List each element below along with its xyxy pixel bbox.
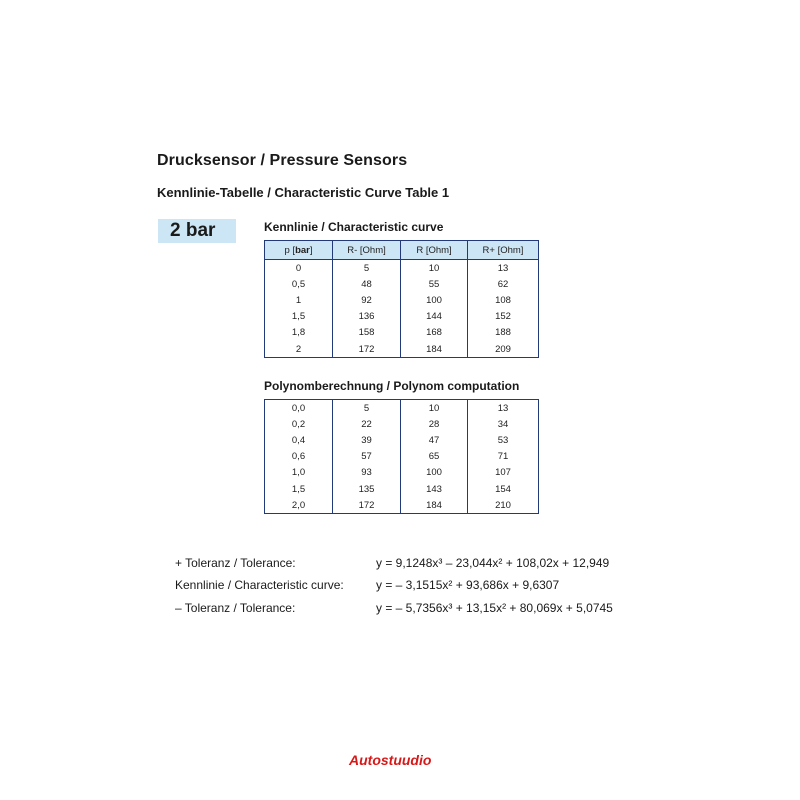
poly-table-caption: Polynomberechnung / Polynom computation (264, 379, 520, 393)
table-cell: 55 (401, 276, 468, 292)
table-cell: 135 (333, 481, 401, 497)
table-cell: 53 (468, 432, 539, 448)
table-cell: 154 (468, 481, 539, 497)
table-cell: 100 (401, 292, 468, 308)
brand-watermark: Autostuudio (349, 752, 432, 768)
table-cell: 209 (468, 341, 539, 358)
table-row (265, 432, 539, 448)
table-row (265, 260, 539, 277)
header-pressure-prefix: p [ (284, 244, 296, 256)
table-row (265, 400, 539, 417)
table-cell: 107 (468, 465, 539, 481)
characteristic-curve-table (264, 240, 539, 358)
table-cell: 158 (333, 325, 401, 341)
table-cell: 188 (468, 325, 539, 341)
table-cell: 62 (468, 276, 539, 292)
table-cell: 5 (333, 400, 401, 417)
table-row (265, 416, 539, 432)
table-cell: 143 (401, 481, 468, 497)
table-cell: 2 (265, 341, 333, 358)
table-row (265, 465, 539, 481)
table-cell: 48 (333, 276, 401, 292)
table-row (265, 341, 539, 358)
table-cell: 2,0 (265, 497, 333, 514)
curve-table-caption: Kennlinie / Characteristic curve (264, 220, 444, 234)
equation-formula-characteristic-curve: y = – 3,1515x² + 93,686x + 9,6307 (376, 578, 560, 592)
table-cell: 184 (401, 497, 468, 514)
table-cell: 10 (401, 260, 468, 277)
equation-formula-minus-tolerance: y = – 5,7356x³ + 13,15x² + 80,069x + 5,0745 (376, 601, 613, 615)
header-pressure-suffix: ] (309, 244, 313, 256)
table-cell: 92 (333, 292, 401, 308)
header-r: R [Ohm] (401, 241, 468, 260)
header-pressure-unit: bar (295, 244, 310, 256)
table-cell: 1,0 (265, 465, 333, 481)
equation-label-minus-tolerance: – Toleranz / Tolerance: (175, 601, 296, 615)
table-row (265, 497, 539, 514)
equation-label-characteristic-curve: Kennlinie / Characteristic curve: (175, 578, 344, 592)
equation-formula-plus-tolerance: y = 9,1248x³ – 23,044x² + 108,02x + 12,949 (376, 556, 610, 570)
table-cell: 5 (333, 260, 401, 277)
table-cell: 0,5 (265, 276, 333, 292)
table-cell: 168 (401, 325, 468, 341)
polynom-computation-table (264, 399, 539, 514)
table-cell: 184 (401, 341, 468, 358)
table-cell: 57 (333, 449, 401, 465)
table-cell: 0,4 (265, 432, 333, 448)
table-cell: 1,5 (265, 481, 333, 497)
equation-label-plus-tolerance: + Toleranz / Tolerance: (175, 556, 296, 570)
table-cell: 0 (265, 260, 333, 277)
table-row (265, 309, 539, 325)
table-row (265, 481, 539, 497)
table-cell: 65 (401, 449, 468, 465)
table-cell: 39 (333, 432, 401, 448)
table-cell: 28 (401, 416, 468, 432)
table-cell: 22 (333, 416, 401, 432)
table-cell: 172 (333, 497, 401, 514)
table-row (265, 276, 539, 292)
table-cell: 144 (401, 309, 468, 325)
table-cell: 0,6 (265, 449, 333, 465)
table-cell: 136 (333, 309, 401, 325)
page-title: Drucksensor / Pressure Sensors (157, 152, 408, 169)
table-cell: 71 (468, 449, 539, 465)
range-badge: 2 bar (158, 219, 236, 243)
table-cell: 47 (401, 432, 468, 448)
table-cell: 0,0 (265, 400, 333, 417)
table-row (265, 325, 539, 341)
table-row (265, 449, 539, 465)
table-cell: 13 (468, 260, 539, 277)
page-subtitle: Kennlinie-Tabelle / Characteristic Curve Table 1 (157, 185, 450, 200)
table-cell: 152 (468, 309, 539, 325)
table-cell: 172 (333, 341, 401, 358)
header-r-plus: R+ [Ohm] (468, 241, 539, 260)
table-cell: 13 (468, 400, 539, 417)
header-r-minus: R- [Ohm] (333, 241, 401, 260)
table-cell: 1,8 (265, 325, 333, 341)
table-cell: 93 (333, 465, 401, 481)
table-cell: 100 (401, 465, 468, 481)
table-row (265, 292, 539, 308)
table-cell: 34 (468, 416, 539, 432)
table-cell: 10 (401, 400, 468, 417)
table-header-row (265, 241, 539, 260)
table-cell: 108 (468, 292, 539, 308)
table-cell: 210 (468, 497, 539, 514)
table-cell: 1,5 (265, 309, 333, 325)
table-cell: 0,2 (265, 416, 333, 432)
header-pressure (265, 241, 333, 260)
table-cell: 1 (265, 292, 333, 308)
